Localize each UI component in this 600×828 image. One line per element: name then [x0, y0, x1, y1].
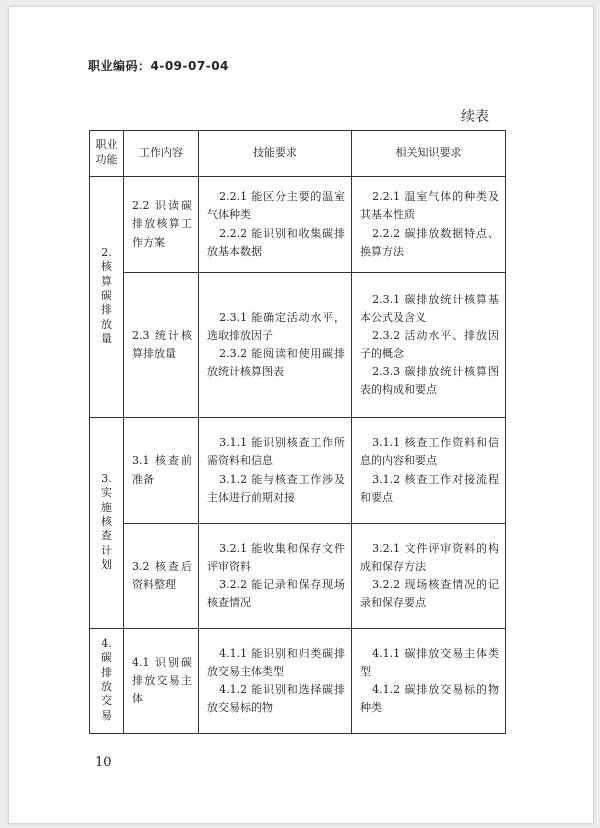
continued-label: 续表: [461, 109, 489, 125]
knowledge-cell: [352, 629, 506, 734]
skills-cell: [199, 177, 352, 273]
knowledge-cell: [352, 524, 506, 629]
knowledge-item: 2.3.3 碳排放统计核算图表的构成和要点: [360, 365, 499, 397]
skill-item: 3.2.1 能收集和保存文件评审资料: [207, 541, 345, 573]
table-row: [90, 177, 506, 273]
function-label: 3.实施核查计划: [101, 472, 112, 571]
skill-item: 2.3.2 能阅读和使用碳排放统计核算图表: [207, 347, 345, 379]
column-header-skills: 技能要求: [199, 131, 352, 177]
skills-cell: [199, 418, 352, 524]
table-row: [90, 418, 506, 524]
function-cell: [90, 418, 124, 629]
function-cell: [90, 629, 124, 734]
work-cell: 3.2 核查后资料整理: [124, 524, 199, 629]
knowledge-cell: [352, 273, 506, 418]
knowledge-item: 2.2.2 碳排放数据特点、换算方法: [360, 226, 499, 258]
knowledge-item: 2.2.1 温室气体的种类及其基本性质: [360, 190, 499, 222]
skill-item: 3.1.2 能与核查工作涉及主体进行前期对接: [207, 472, 345, 504]
knowledge-item: 2.3.2 活动水平、排放因子的概念: [360, 328, 499, 360]
knowledge-item: 3.2.1 文件评审资料的构成和保存方法: [360, 541, 499, 573]
skill-item: 3.1.1 能识别核查工作所需资料和信息: [207, 436, 345, 468]
skill-item: 4.1.1 能识别和归类碳排放交易主体类型: [207, 646, 345, 678]
knowledge-item: 3.1.1 核查工作资料和信息的内容和要点: [360, 436, 499, 468]
table-row: [90, 524, 506, 629]
knowledge-item: 2.3.1 碳排放统计核算基本公式及含义: [360, 292, 499, 324]
table-header-row: [90, 131, 506, 177]
knowledge-cell: [352, 177, 506, 273]
knowledge-cell: [352, 418, 506, 524]
skills-table: [89, 130, 506, 734]
skill-item: 4.1.2 能识别和选择碳排放交易标的物: [207, 683, 345, 715]
skills-cell: [199, 524, 352, 629]
knowledge-item: 4.1.2 碳排放交易标的物种类: [360, 683, 499, 715]
work-cell: 2.2 识读碳排放核算工作方案: [124, 177, 199, 273]
skill-item: 2.3.1 能确定活动水平，选取排放因子: [207, 310, 345, 342]
function-label: 4.碳排放交易: [101, 637, 112, 722]
work-cell: 3.1 核查前准备: [124, 418, 199, 524]
skill-item: 2.2.2 能识别和收集碳排放基本数据: [207, 226, 345, 258]
skill-item: 3.2.2 能记录和保存现场核查情况: [207, 578, 345, 610]
function-label: 2.核算碳排放量: [101, 246, 112, 345]
knowledge-item: 3.2.2 现场核查情况的记录和保存要点: [360, 578, 499, 610]
work-cell: 4.1 识别碳排放交易主体: [124, 629, 199, 734]
knowledge-item: 4.1.1 碳排放交易主体类型: [360, 646, 499, 678]
skill-item: 2.2.1 能区分主要的温室气体种类: [207, 190, 345, 222]
column-header-knowledge: 相关知识要求: [352, 131, 506, 177]
job-code: 职业编码：4-09-07-04: [88, 59, 229, 73]
table-row: [90, 273, 506, 418]
skills-cell: [199, 273, 352, 418]
work-cell: 2.3 统计核算排放量: [124, 273, 199, 418]
page-number: 10: [95, 755, 112, 770]
column-header-function: 职业功能: [90, 131, 124, 177]
skills-cell: [199, 629, 352, 734]
table-row: [90, 629, 506, 734]
column-header-work: 工作内容: [124, 131, 199, 177]
function-cell: [90, 177, 124, 418]
knowledge-item: 3.1.2 核查工作对接流程和要点: [360, 472, 499, 504]
